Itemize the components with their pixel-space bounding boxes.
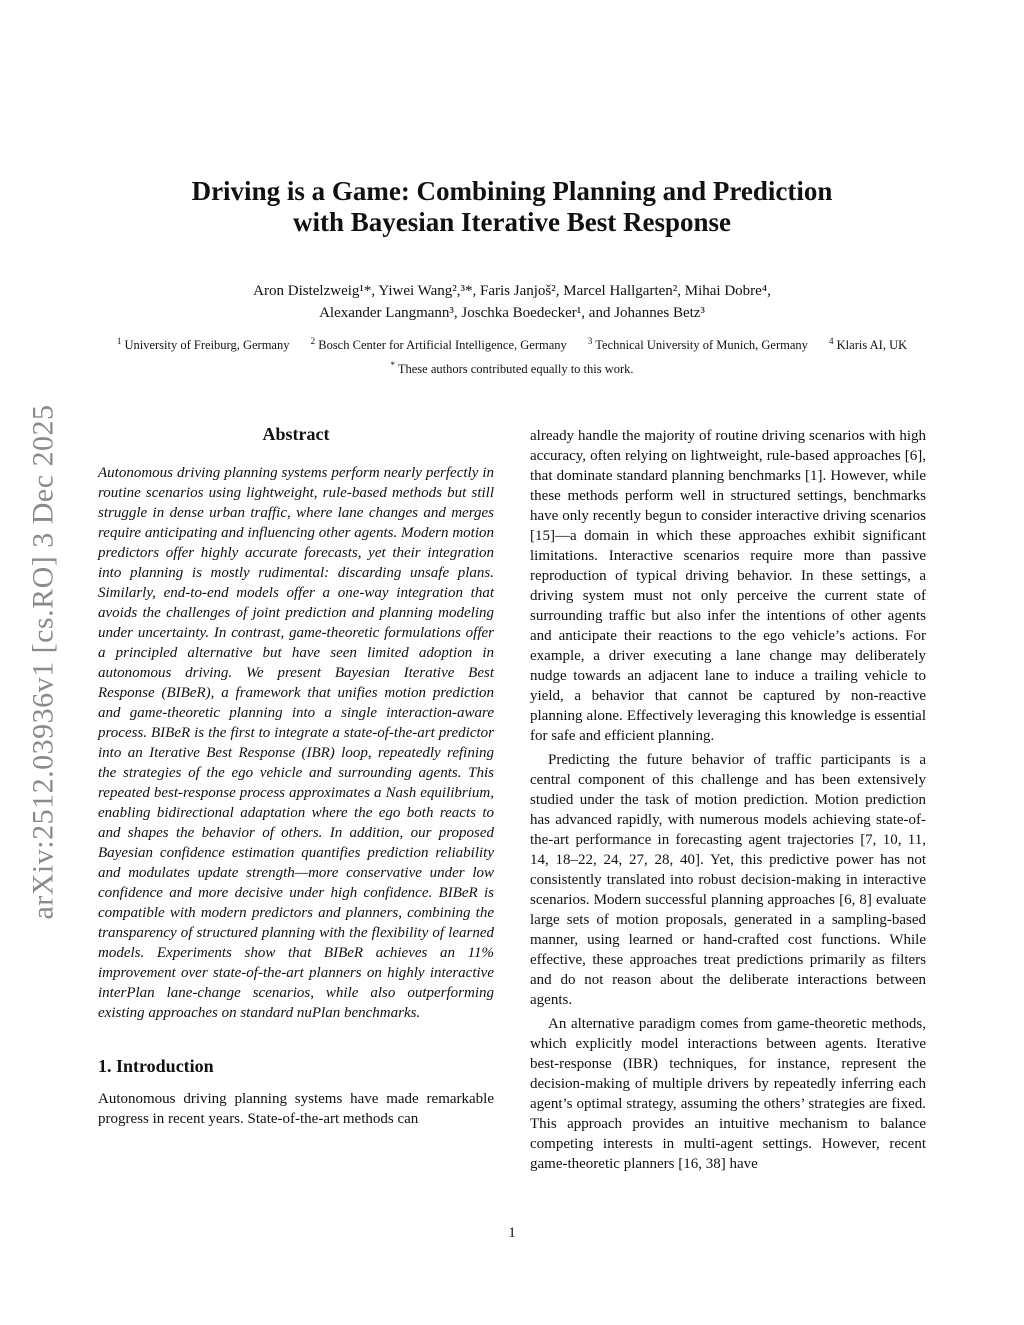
arxiv-side-stamp (22, 378, 66, 946)
abstract-text: Autonomous driving planning systems perform nearly perfectly in routine scenarios using lightweight, rule-based methods but still struggle in dense urban traffic, where lane changes and merges require anticipating and influencing other agents. Modern motion predictors offer highly accurate forecasts, yet their integration into planning is mostly rudimental: discarding unsafe plans. Similarly, end-to-end models offer a one-way integration that avoids the challenges of joint prediction and planning modeling under uncertainty. In contrast, game-theoretic formulations offer a principled alternative but have seen limited adoption in autonomous driving. We present Bayesian Iterative Best Response (BIBeR), a framework that unifies motion prediction and game-theoretic planning into a single interaction-aware process. BIBeR is the first to integrate a state-of-the-art predictor into an Iterative Best Response (IBR) loop, repeatedly refining the strategies of the ego vehicle and surrounding agents. This repeated best-response process approximates a Nash equilibrium, enabling bidirectional adaptation where the ego both reacts to and shapes the behavior of others. In addition, our proposed Bayesian confidence estimation quantifies prediction reliability and modulates update strength—more conservative under low confidence and more decisive under high confidence. BIBeR is compatible with modern predictors and planners, combining the transparency of structured planning with the flexibility of learned models. Experiments show that BIBeR achieves an 11% improvement over state-of-the-art planners on highly interactive interPlan lane-change scenarios, while also outperforming existing approaches on standard nuPlan benchmarks. (98, 465, 494, 1021)
affiliations (60, 336, 964, 353)
introduction-heading: 1. Introduction (98, 1056, 214, 1076)
affiliation-4: $^4$ Klaris AI, UK (829, 336, 908, 353)
affiliation-2: $^2$ Bosch Center for Artificial Intelligence, Germany (310, 336, 567, 353)
equal-contribution-note: * These authors contributed equally to this work. (390, 360, 634, 377)
arxiv-identifier: arXiv:2512.03936v1 [cs.RO] 3 Dec 2025 (27, 404, 60, 920)
intro-paragraph-2: Predicting the future behavior of traffic participants is a central component of this challenge and has been extensively studied under the task of motion prediction. Motion prediction has advanced rapidly, with numerous models achieving state-of-the-art performance in forecasting agent trajectories [7, 10, 11, 14, 18–22, 24, 27, 28, 40]. Yet, this predictive power has not consistently translated into robust decision-making in interactive scenarios. Modern successful planning approaches [6, 8] evaluate large sets of motion proposals, generated in a sampling-based manner, using learned or hand-crafted cost functions. While effective, these approaches treat predictions primarily as filters and do not reason about the deliberate interactions between agents. (530, 752, 926, 1008)
author-list (130, 280, 894, 324)
authors-line-1: Aron Distelzweig¹*, Yiwei Wang²,³*, Faris Janjoš², Marcel Hallgarten², Mihai Dobre⁴, (253, 283, 771, 299)
paper-title (120, 176, 904, 238)
abstract-heading: Abstract (262, 424, 330, 444)
intro-paragraph-3: An alternative paradigm comes from game-theoretic methods, which explicitly model interactions between agents. Iterative best-response (IBR) techniques, for instance, represent the decision-making of multiple drivers by repeatedly inferring each agent’s optimal strategy, assuming the others’ strategies are fixed. This approach provides an intuitive mechanism to balance competing interests in multi-agent settings. However, recent game-theoretic planners [16, 38] have (530, 1016, 926, 1172)
intro-paragraph-1-start: Autonomous driving planning systems have made remarkable progress in recent years. State-of-the-art methods can (98, 1091, 494, 1127)
page-number: 1 (508, 1225, 516, 1241)
title-line-2: with Bayesian Iterative Best Response (293, 207, 731, 237)
affiliation-1: $^1$ University of Freiburg, Germany (116, 336, 290, 353)
right-column (530, 426, 926, 1174)
intro-paragraph-1-cont: already handle the majority of routine driving scenarios with high accuracy, often relying on lightweight, rule-based approaches [6], that dominate standard planning benchmarks [1]. However, while these methods perform well in structured settings, benchmarks have only recently begun to consider interactive driving scenarios [15]—a domain in which these approaches exhibit significant limitations. Interactive scenarios require more than passive reproduction of typical driving behavior. In these settings, a driving system must not only perceive the current state of surrounding traffic but also infer the intentions of other agents and anticipate their reactions to the ego vehicle’s actions. For example, a driver executing a lane change may deliberately nudge towards an adjacent lane to induce a trailing vehicle to yield, a behavior that cannot be captured by non-reactive planning alone. Effectively leveraging this knowledge is essential for safe and efficient planning. (530, 428, 926, 744)
left-column (98, 423, 494, 1129)
title-line-1: Driving is a Game: Combining Planning and Prediction (191, 176, 833, 206)
affiliation-3: $^3$ Technical University of Munich, Germany (587, 336, 808, 353)
authors-line-2: Alexander Langmann³, Joschka Boedecker¹, and Johannes Betz³ (319, 305, 705, 321)
